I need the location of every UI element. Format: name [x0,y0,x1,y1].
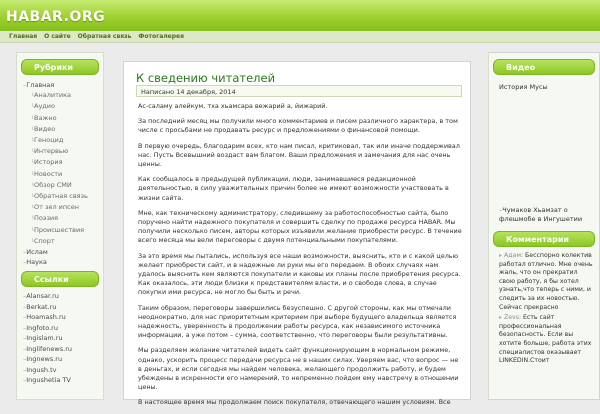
category-item[interactable]: └ Обзор СМИ [23,180,103,191]
category-list [17,75,103,267]
category-item[interactable]: – Ислам [23,247,103,257]
category-item[interactable]: └ Спорт [23,236,103,247]
category-item[interactable]: └ Происшествия [23,225,103,236]
post-paragraph: Мне, как техническому администратору, следившему за работоспособностью сайта, было поручено найти надежного покупателя и совершить сделку по продаже ресурса HABAR. Мы получили несколько писем, авторы которых изъявили желание приобрести ресурс. В течение всего месяца мы вели переговоры с двумя потенциальными покупателями. [138,208,462,245]
post-paragraph: За это время мы пытались, используя все наши возможности, выяснить, кто и с какой целью желает приобрести сайт, и в надежные ли руки мы его передаем. В обоих случаях нам удалось выяснить кем являются покупатели и каковы их планы после приобретения ресурса. Как оказалось, эти люди близки к представителям власти, и о свободе слова, в случае покупки ими ресурса, не могло бы быть и речи. [138,251,461,297]
post-paragraph: В настоящее время мы продолжаем поиск покупателя, отвечающего нашим условиям. Все [138,398,451,407]
category-item[interactable]: └ От зел ипсен [23,202,103,213]
link-item[interactable]: – Inglifenews.ru [23,344,103,355]
link-item[interactable]: – Ingislam.ru [23,333,103,344]
link-item[interactable]: – Hoamash.ru [23,312,103,323]
post-paragraph: Таким образом, переговоры завершились безуспешно. С другой стороны, как мы отмечали неоднократно, для нас приоритетным критерием при выборе будущего владельца является надежность, уверенность в продолжении работы ресурса, как независимого источника информации, а уже потом – сумма, соответственно, что переговоры были результативны. [138,303,457,340]
category-item[interactable]: └ Аналитика [23,90,103,101]
post-paragraph: Мы разделяем желание читателей видеть сайт функционирующим в нормальном режиме, однако, ускорить процесс передачи ресурса не в наших силах. Уверяем вас, что вопрос — не в деньгах, и если сегодня мы найдем человека, желающего продолжить работу, и будем убеждены в искренности его намерений, то непременно пойдем ему навстречу в отношении цены. [138,346,459,392]
category-item[interactable]: └ Интервью [23,146,103,157]
video-player-area [489,91,599,153]
links-heading: Ссылки [21,271,99,287]
comment-text[interactable]: Есть сайт профессиональная безопасность. Если вы хотите больше, работа этих специалистов оказывает LINKEDIN.Стоит [499,314,592,365]
category-item[interactable]: └ Видео [23,124,103,135]
comment-item [499,314,595,366]
nav-photo-gallery[interactable]: Фотогалерея [138,33,184,40]
site-title[interactable]: HABAR.ORG [6,9,106,25]
comment-text[interactable]: Бесспорно колектив работал отлично. Мне очень жаль, что он прекратил свою работу, я бы хотел узнать,что теперь с ними, и следить за их новостью. Сейчас прекрасно [499,252,593,311]
comment-item [499,252,595,312]
post-paragraph: В первую очередь, благодарим всех, кто нам писал, критиковал, так или иначе поддерживал нас. Пусть Всевышний воздаст вам благом. Ваши предложения и замечания для нас очень ценны. [138,141,460,169]
comment-bubble-icon: ▸ [499,314,503,322]
link-item[interactable]: – Alansar.ru [23,291,103,302]
post-paragraph: За последний месяц мы получили много комментариев и писем различного характера, в том числе с просьбами не продавать ресурс и предложениями о финансовой помощи. [138,117,458,135]
comments-list [489,247,599,366]
rubrics-heading: Рубрики [21,59,99,75]
news-list [489,206,599,223]
category-item[interactable]: └ Новости [23,169,103,180]
main-content [123,61,471,407]
video-caption[interactable]: История Мусы [499,83,548,91]
link-item[interactable]: – Ingfoto.ru [23,323,103,334]
category-item[interactable]: └ Аудио [23,101,103,112]
category-item[interactable]: └ Обратная связь [23,191,103,202]
link-item[interactable]: – Ingushetia TV [23,375,103,386]
link-item[interactable]: – Ingnews.ru [23,354,103,365]
comment-bubble-icon: ▸ [499,252,503,259]
category-item[interactable]: └ Геноцид [23,135,103,146]
site-header [0,0,600,31]
main-nav [0,31,600,43]
category-item[interactable]: – Главная [23,80,103,90]
post-paragraph: Как сообщалось в предыдущей публикации, люди, занимавшиеся редакционной деятельностью, в силу уважительных причин более не имеют возможности участвовать в жизни сайта. [138,175,449,202]
comments-heading: Комментарии [493,231,595,247]
category-item[interactable]: └ История [23,157,103,168]
right-sidebar [488,52,600,400]
link-item[interactable]: – Ingush.tv [23,365,103,376]
post-body [138,102,462,414]
left-sidebar [16,52,104,400]
category-item[interactable]: └ Важно [23,113,103,124]
category-item[interactable]: └ Поэзия [23,213,103,224]
links-list [17,287,103,386]
comment-author[interactable]: Адам: [504,252,526,259]
post-date: Написано 14 декабря, 2014 [136,85,462,97]
nav-about[interactable]: О сайте [44,33,71,40]
comment-author[interactable]: Zevs: [504,314,523,322]
category-item[interactable]: – Наука [23,257,103,267]
news-item[interactable]: – Чумаков Хьамзат о флешмобе в Ингушетии [489,206,599,223]
nav-home[interactable]: Главная [9,33,38,40]
link-item[interactable]: – Berkat.ru [23,302,103,313]
post-paragraph: Ас-саламу алейкум, тха хьамсара вежарий а, йижарий. [138,102,328,110]
video-heading: Видео [493,59,595,75]
nav-feedback[interactable]: Обратная связь [77,33,132,40]
post-title[interactable]: К сведению читателей [136,71,276,85]
